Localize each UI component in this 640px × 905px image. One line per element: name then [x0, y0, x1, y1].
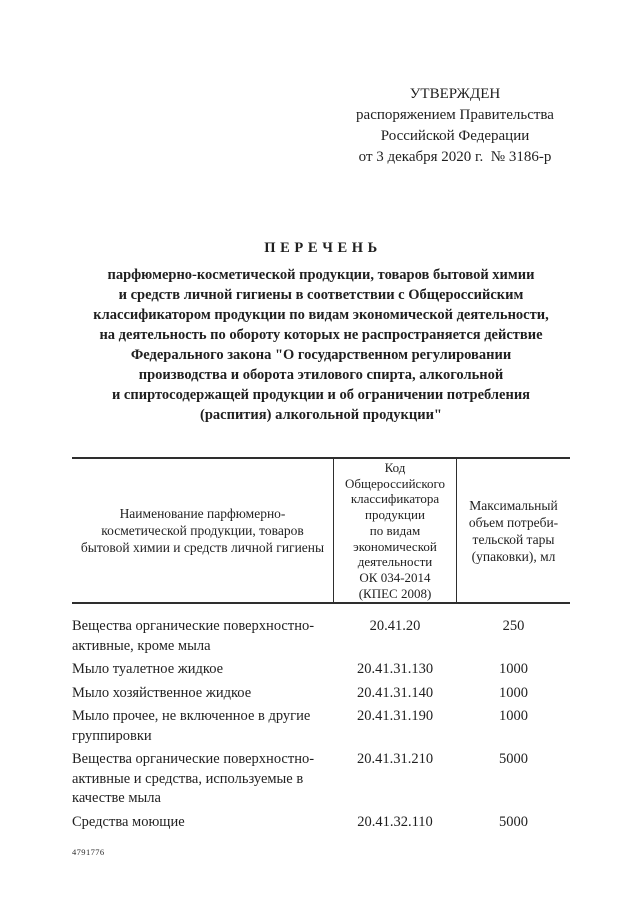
doc-number: 4791776	[72, 847, 105, 857]
column-header-name: Наименование парфюмерно- косметической продукции, товаров бытовой химии и средств личной гигиены	[80, 506, 325, 555]
document-title: П Е Р Е Ч Е Н Ь	[264, 240, 378, 256]
max-volume-cell: 250	[502, 618, 525, 634]
product-code-cell: 20.41.31.210	[356, 751, 434, 767]
document-subtitle: парфюмерно-косметической продукции, товаров бытовой химии и средств личной гигиены в соответствии с Общероссийским классификатором продукции по видам экономической деятельности, на деятельность по обороту которых не распространяется действие Федерального закона "О государственном регулировании производства и оборота этилового спирта, алкогольной и спиртосодержащей продукции и об ограничении потребления (распития) алкогольной продукции"	[93, 267, 549, 423]
max-volume-cell: 1000	[499, 708, 528, 724]
max-volume-cell: 1000	[499, 684, 528, 701]
product-code-cell: 20.41.31.130	[356, 661, 434, 677]
table-row	[72, 813, 570, 833]
products-table	[72, 457, 570, 836]
column-header-volume: Максимальный объем потреби- тельской тары (упаковки), мл	[468, 497, 559, 564]
product-code-cell: 20.41.20	[369, 618, 421, 634]
document-heading	[60, 238, 582, 425]
column-header-code: Код Общероссийского классификатора продукции по видам экономической деятельности ОК 034-2014 (КПЕС 2008)	[333, 459, 457, 602]
product-name-cell: Вещества органические поверхностно- активные, кроме мыла	[72, 618, 315, 654]
table-header-row	[72, 457, 570, 604]
max-volume-cell: 5000	[499, 813, 528, 830]
table-body	[72, 604, 570, 832]
product-code-cell: 20.41.32.110	[357, 813, 433, 830]
table-row	[72, 707, 570, 746]
max-volume-cell: 1000	[499, 661, 528, 677]
product-code-cell: 20.41.31.190	[356, 708, 434, 724]
table-row	[72, 684, 570, 704]
product-name-cell: Вещества органические поверхностно- активные и средства, используемые в качестве мыла	[72, 751, 315, 806]
table-row	[72, 750, 570, 809]
product-code-cell: 20.41.31.140	[356, 684, 434, 701]
approval-block: УТВЕРЖДЕН распоряжением Правительства Российской Федерации от 3 декабря 2020 г. № 3186-р	[356, 86, 554, 165]
table-row	[72, 617, 570, 656]
product-name-cell: Мыло хозяйственное жидкое	[72, 684, 252, 701]
product-name-cell: Мыло прочее, не включенное в другие группировки	[72, 708, 311, 744]
product-name-cell: Средства моющие	[72, 813, 185, 830]
max-volume-cell: 5000	[499, 751, 528, 767]
table-row	[72, 660, 570, 680]
product-name-cell: Мыло туалетное жидкое	[72, 661, 224, 677]
